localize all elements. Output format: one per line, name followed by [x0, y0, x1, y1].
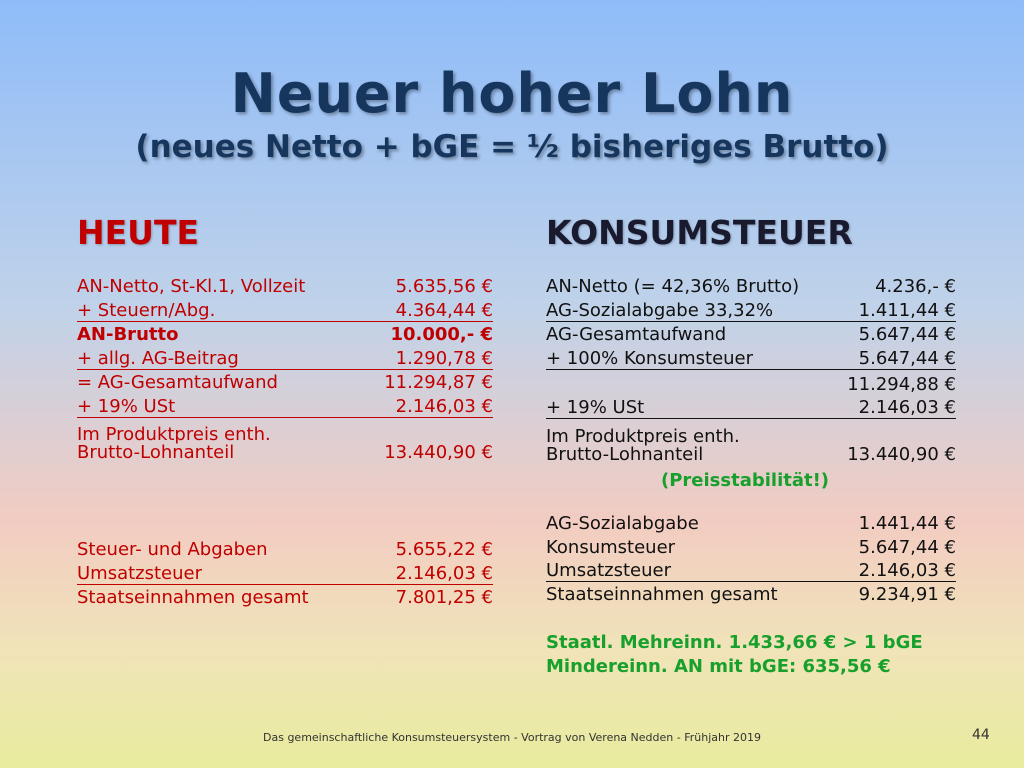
right-row-ag-sozialabgabe: [546, 301, 956, 322]
row-label: Umsatzsteuer: [77, 563, 203, 584]
preisstabilitaet-note: (Preisstabilität!): [661, 470, 830, 491]
konsumsteuer-heading: KONSUMSTEUER: [546, 213, 853, 252]
row-value: 2.146,03 €: [858, 560, 956, 581]
row-label: + allg. AG-Beitrag: [77, 348, 239, 369]
right-row-konsumsteuer: [546, 349, 956, 370]
row-value: 5.647,44 €: [858, 348, 956, 369]
left-row-steuern: [77, 301, 493, 322]
row-value: 5.655,22 €: [395, 539, 493, 560]
row-label: Umsatzsteuer: [546, 560, 672, 581]
row-label: Staatseinnahmen gesamt: [77, 587, 309, 608]
row-value: 2.146,03 €: [858, 397, 956, 418]
row-label: AG-Sozialabgabe 33,32%: [546, 300, 774, 321]
row-label: + 19% USt: [77, 396, 176, 417]
left-row-umsatzsteuer: [77, 564, 493, 585]
row-value: 4.364,44 €: [395, 300, 493, 321]
row-value: 11.294,87 €: [384, 372, 493, 393]
row-value: 7.801,25 €: [395, 587, 493, 608]
left-row-steuer-abgaben: [77, 539, 493, 561]
row-value: 1.290,78 €: [395, 348, 493, 369]
left-row-staatseinnahmen: [77, 587, 493, 609]
row-label: Steuer- und Abgaben: [77, 539, 268, 560]
row-value: 13.440,90 €: [384, 442, 493, 463]
row-label: + 100% Konsumsteuer: [546, 348, 754, 369]
row-label: AN-Netto, St-Kl.1, Vollzeit: [77, 276, 306, 297]
page-number: 44: [972, 727, 990, 743]
slide-subtitle: (neues Netto + bGE = ½ bisheriges Brutto): [135, 129, 889, 165]
row-label: + 19% USt: [546, 397, 645, 418]
row-value: 10.000,- €: [390, 324, 493, 345]
row-value: 11.294,88 €: [847, 374, 956, 395]
left-row-ag-beitrag: [77, 349, 493, 370]
row-label: AN-Brutto: [77, 324, 179, 345]
row-label: Im Produktpreis enth.: [546, 426, 740, 447]
row-label: = AG-Gesamtaufwand: [77, 372, 278, 393]
row-value: 1.411,44 €: [858, 300, 956, 321]
slide-title: Neuer hoher Lohn: [230, 62, 794, 125]
left-row-an-netto: [77, 276, 493, 298]
left-row-produktpreis: [77, 426, 493, 462]
right-row-produktpreis: [546, 428, 956, 464]
row-label-2: Brutto-Lohnanteil: [77, 442, 235, 463]
row-value: 1.441,44 €: [858, 513, 956, 534]
row-value: 5.647,44 €: [858, 537, 956, 558]
row-label: AG-Gesamtaufwand: [546, 324, 727, 345]
right-row-subtotal: [546, 374, 956, 396]
right-row-ag-sozialabgabe-2: [546, 513, 956, 535]
left-row-an-brutto: [77, 324, 493, 346]
row-value: 5.635,56 €: [395, 276, 493, 297]
right-row-konsumsteuer-2: [546, 537, 956, 559]
summary-text: Mindereinn. AN mit bGE: 635,56 €: [546, 656, 891, 677]
slide-footer: Das gemeinschaftliche Konsumsteuersystem - Vortrag von Verena Nedden - Frühjahr 2019: [263, 731, 761, 744]
row-label-2: Brutto-Lohnanteil: [546, 444, 704, 465]
row-value: 2.146,03 €: [395, 396, 493, 417]
row-value: 2.146,03 €: [395, 563, 493, 584]
row-label: + Steuern/Abg.: [77, 300, 216, 321]
row-value: 9.234,91 €: [858, 584, 956, 605]
row-label: Staatseinnahmen gesamt: [546, 584, 778, 605]
summary-text: Staatl. Mehreinn. 1.433,66 € > 1 bGE: [546, 632, 923, 653]
left-row-ust: [77, 397, 493, 418]
row-value: 4.236,- €: [875, 276, 956, 297]
row-label: AG-Sozialabgabe: [546, 513, 699, 534]
heute-heading: HEUTE: [77, 213, 200, 252]
right-row-ag-gesamtaufwand: [546, 324, 956, 346]
summary-mehreinnahmen: [546, 632, 956, 654]
row-value: 13.440,90 €: [847, 444, 956, 465]
left-row-ag-gesamtaufwand: [77, 372, 493, 394]
right-row-ust: [546, 398, 956, 419]
row-label: Konsumsteuer: [546, 537, 676, 558]
right-row-an-netto: [546, 276, 956, 298]
summary-mindereinnahmen: [546, 656, 956, 678]
row-label: AN-Netto (= 42,36% Brutto): [546, 276, 800, 297]
row-label: Im Produktpreis enth.: [77, 424, 271, 445]
right-row-umsatzsteuer: [546, 561, 956, 582]
right-row-staatseinnahmen: [546, 584, 956, 606]
row-value: 5.647,44 €: [858, 324, 956, 345]
